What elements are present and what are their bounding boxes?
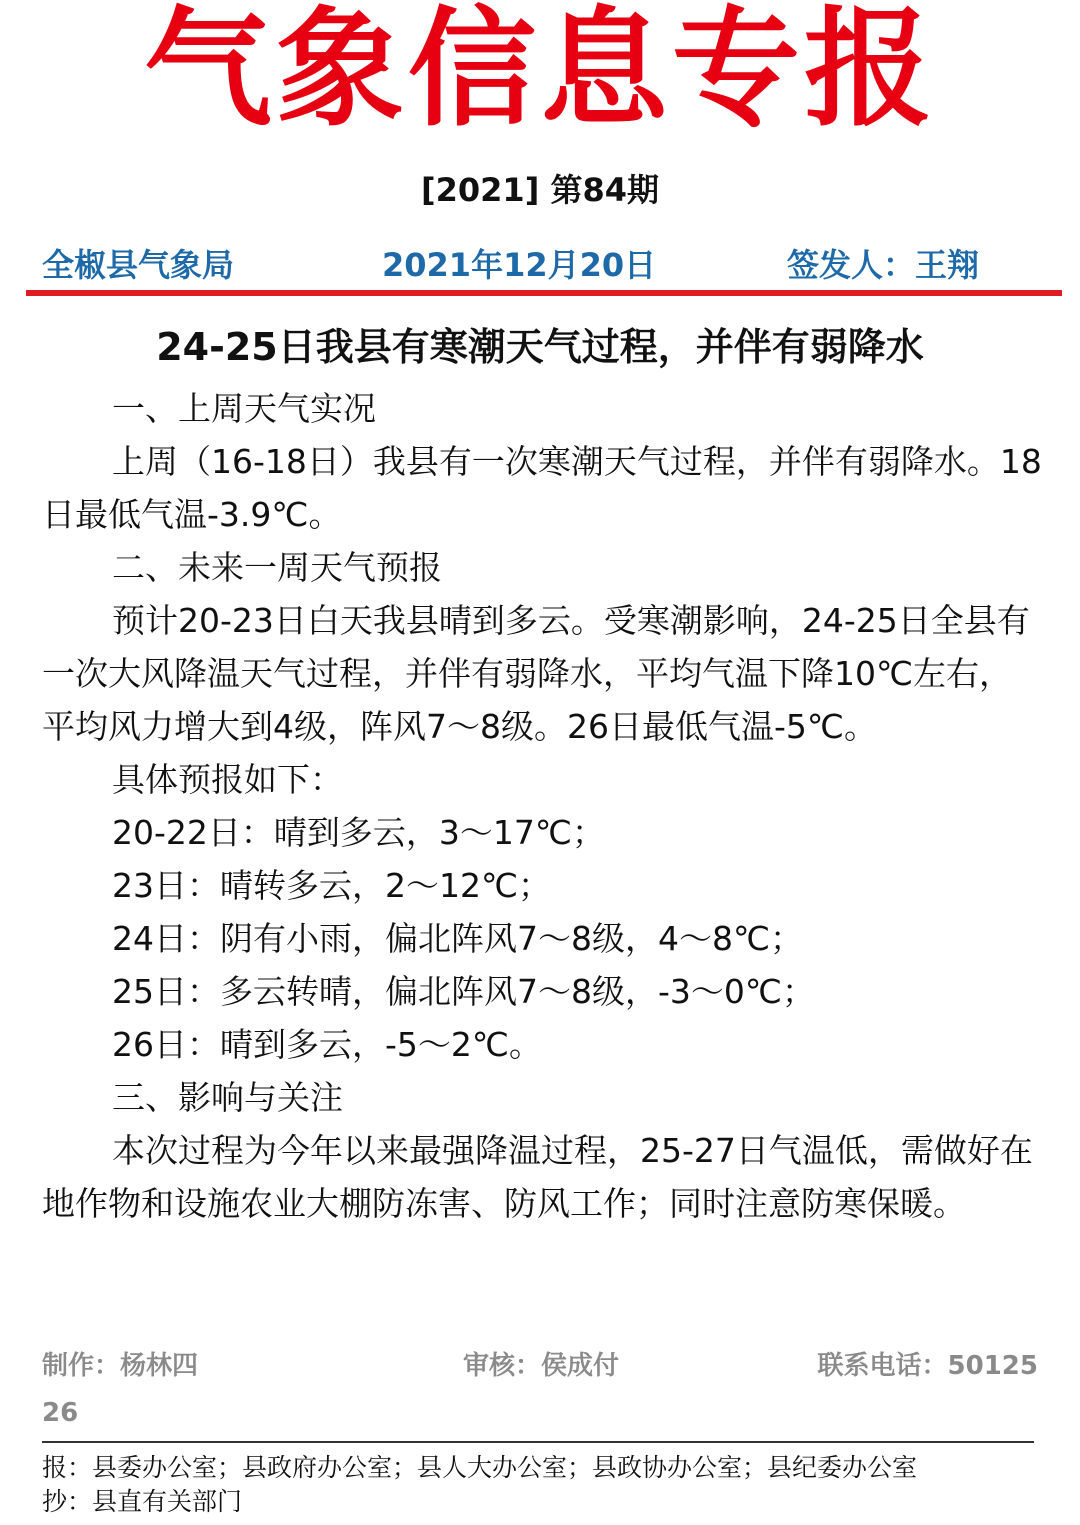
forecast-intro: 具体预报如下： [112, 760, 343, 799]
contact-phone: 联系电话：50125 [817, 1351, 1038, 1381]
section-2-title: 二、未来一周天气预报 [112, 548, 442, 587]
maker: 制作：杨林四 [42, 1351, 199, 1381]
forecast-item: 26日：晴到多云，-5～2℃。 [112, 1025, 542, 1064]
section-3-title: 三、影响与关注 [112, 1078, 343, 1117]
masthead-title: 气象信息专报 [143, 0, 936, 144]
issue-date: 2021年12月20日 [382, 246, 657, 284]
red-divider [26, 290, 1062, 296]
section-1-title: 一、上周天气实况 [112, 389, 376, 428]
distribution-to: 报：县委办公室；县政府办公室；县人大办公室；县政协办公室；县纪委办公室 [42, 1453, 918, 1482]
forecast-item: 24日：阴有小雨，偏北阵风7～8级，4～8℃； [112, 919, 804, 958]
forecast-item: 25日：多云转晴，偏北阵风7～8级，-3～0℃； [112, 972, 815, 1011]
issue-number: [2021] 第84期 [421, 171, 659, 209]
footer-divider [42, 1441, 1034, 1443]
meta-line [42, 240, 1002, 284]
footer-credits [42, 1345, 1038, 1381]
report-body [42, 382, 1042, 1230]
issuing-office: 全椒县气象局 [42, 246, 235, 284]
reviewer: 审核：侯成付 [463, 1351, 620, 1381]
contact-phone-continued: 26 [42, 1398, 79, 1428]
distribution-cc: 抄：县直有关部门 [42, 1487, 243, 1516]
forecast-item: 20-22日：晴到多云，3～17℃； [112, 813, 605, 852]
section-2-text: 预计20-23日白天我县晴到多云。受寒潮影响，24-25日全县有一次大风降温天气过程，并伴有弱降水，平均气温下降10℃左右，平均风力增大到4级，阵风7～8级。26日最低气温-5℃。 [42, 601, 1030, 746]
headline: 24-25日我县有寒潮天气过程，并伴有弱降水 [156, 325, 924, 369]
forecast-item: 23日：晴转多云，2～12℃； [112, 866, 552, 905]
signer: 签发人：王翔 [787, 246, 980, 284]
section-1-text: 上周（16-18日）我县有一次寒潮天气过程，并伴有弱降水。18日最低气温-3.9℃。 [42, 442, 1042, 534]
section-3-text: 本次过程为今年以来最强降温过程，25-27日气温低，需做好在地作物和设施农业大棚防冻害、防风工作；同时注意防寒保暖。 [42, 1131, 1033, 1223]
